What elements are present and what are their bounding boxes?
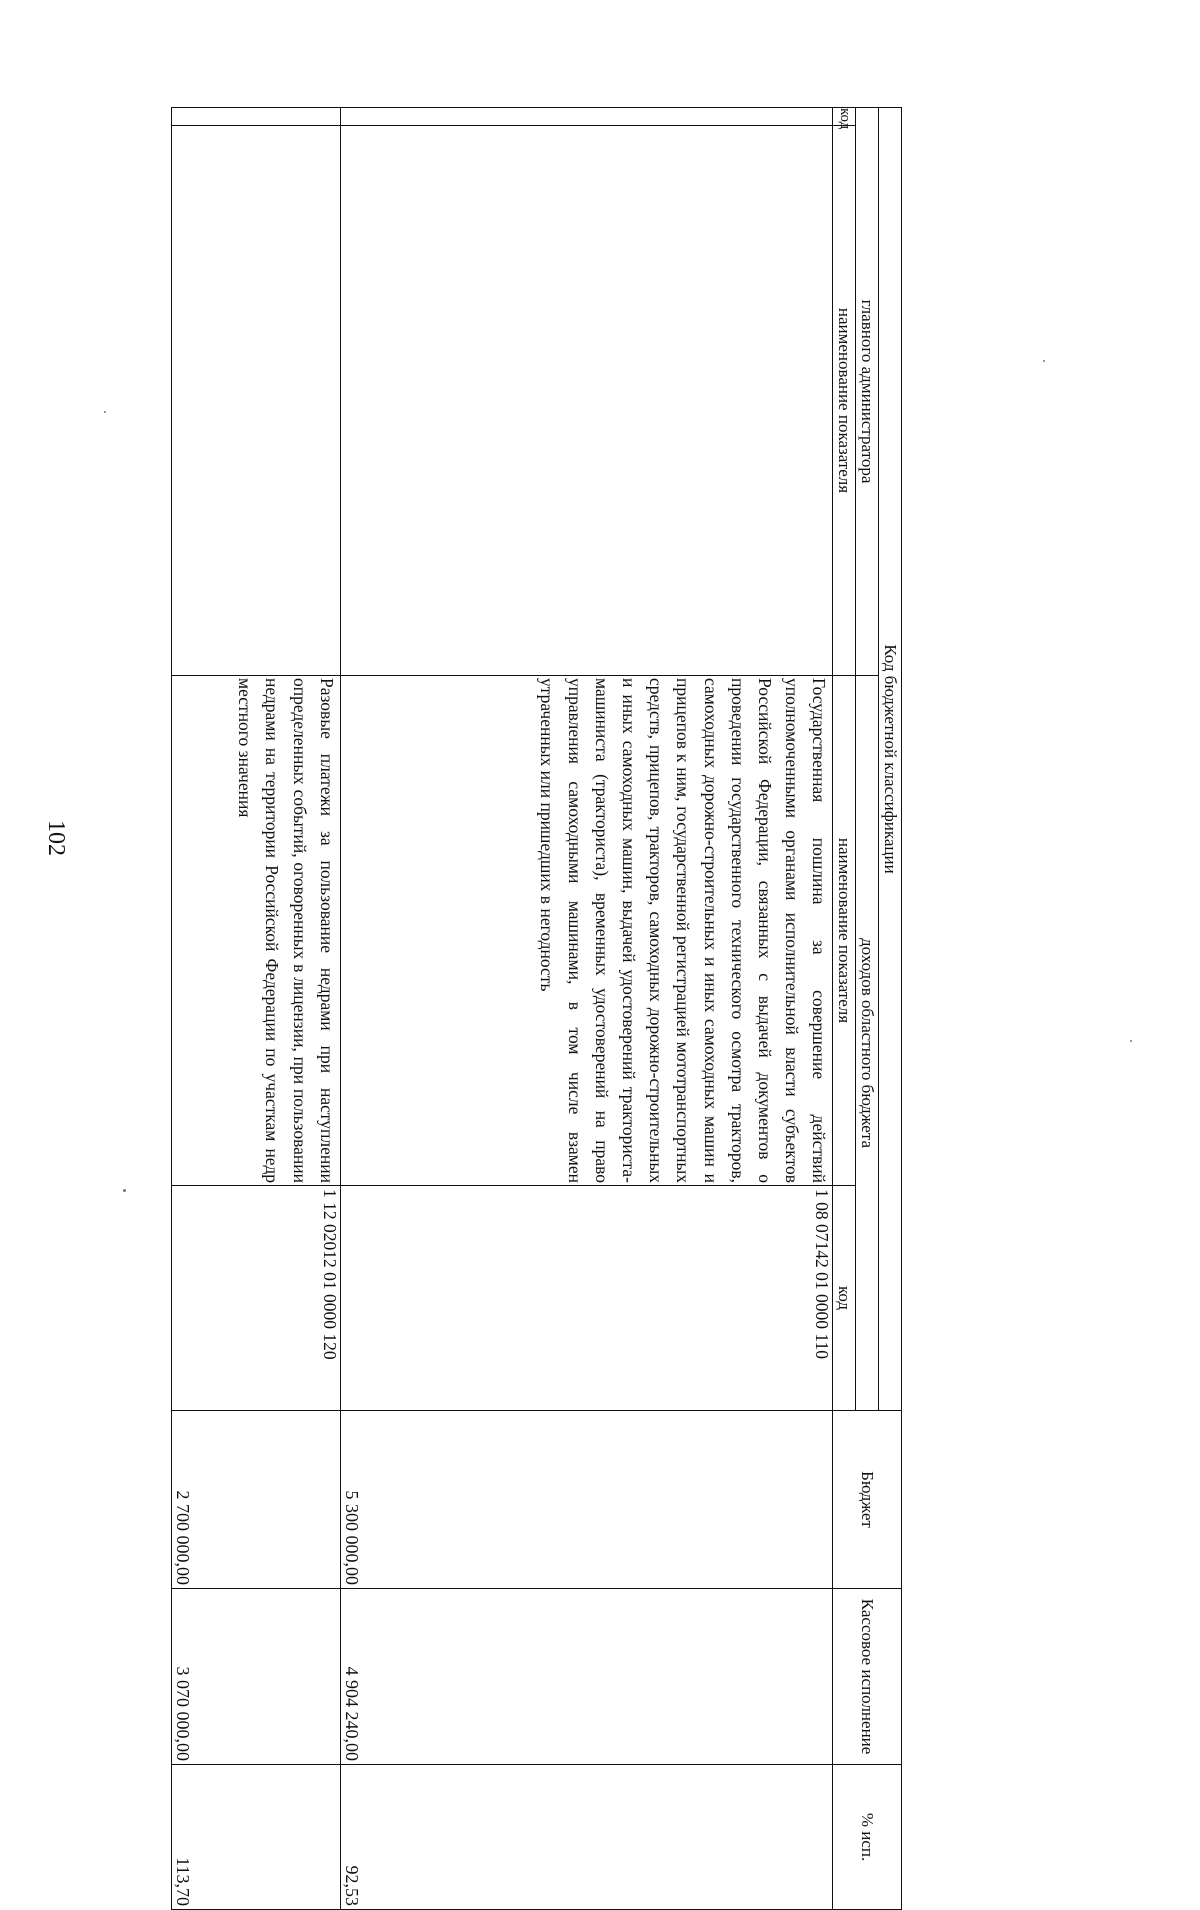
header-row: [879, 108, 902, 1910]
scan-speck: [123, 1189, 126, 1192]
scan-speck: [1130, 1040, 1132, 1042]
page-number: 102: [43, 820, 69, 856]
admin-group-header: главного администратора: [856, 108, 879, 676]
rotated-table-sheet: [171, 107, 902, 1907]
percent-cell: 92,53: [340, 1765, 832, 1910]
table-row: [172, 108, 341, 1910]
income-group-header: доходов областного бюджета: [856, 676, 879, 1411]
budget-cell: 2 700 000,00: [172, 1411, 341, 1589]
admin-code-cell: [340, 108, 832, 126]
budget-header: Бюджет: [833, 1411, 902, 1589]
admin-name-header: наименование показателя: [833, 126, 856, 676]
cash-cell: 3 070 000,00: [172, 1589, 341, 1765]
budget-cell: 5 300 000,00: [340, 1411, 832, 1589]
admin-code-header: код: [833, 108, 856, 126]
scan-speck: [1043, 360, 1045, 362]
scan-speck: [104, 411, 106, 413]
income-name-header: наименование показателя: [833, 676, 856, 1186]
classification-header: Код бюджетной классификации: [879, 108, 902, 1411]
percent-header: % исп.: [833, 1765, 902, 1910]
admin-name-cell: [340, 126, 832, 676]
percent-cell: 113,70: [172, 1765, 341, 1910]
income-name-cell: Государственная пошлина за совершение действий уполномоченными органами исполнительной власти субъектов Российской Федерации, связанных с выдачей документов о проведении государственного технического осмотра тракторов, самоходных дорожно-строительных и иных самоходных машин и прицепов к ним, государственной регистрацией мототранспортных средств, прицепов, тракторов, самоходных дорожно-строительных и иных самоходных машин, выдачей удостоверений тракториста-машиниста (тракториста), временных удостоверений на право управления самоходными машинами, в том числе взамен утраченных или пришедших в негодность: [340, 676, 832, 1186]
budget-revenue-table: [171, 107, 902, 1910]
admin-name-cell: [172, 126, 341, 676]
admin-code-cell: [172, 108, 341, 126]
income-code-cell: 1 12 02012 01 0000 120: [172, 1186, 341, 1411]
income-code-header: код: [833, 1186, 856, 1411]
income-name-cell: Разовые платежи за пользование недрами при наступлении определенных событий, оговоренных в лицензии, при пользовании недрами на территории Российской Федерации по участкам недр местного значения: [172, 676, 341, 1186]
cash-cell: 4 904 240,00: [340, 1589, 832, 1765]
income-code-cell: 1 08 07142 01 0000 110: [340, 1186, 832, 1411]
table-row: [340, 108, 832, 1910]
cash-execution-label: Кассовое исполнение: [858, 1598, 878, 1755]
